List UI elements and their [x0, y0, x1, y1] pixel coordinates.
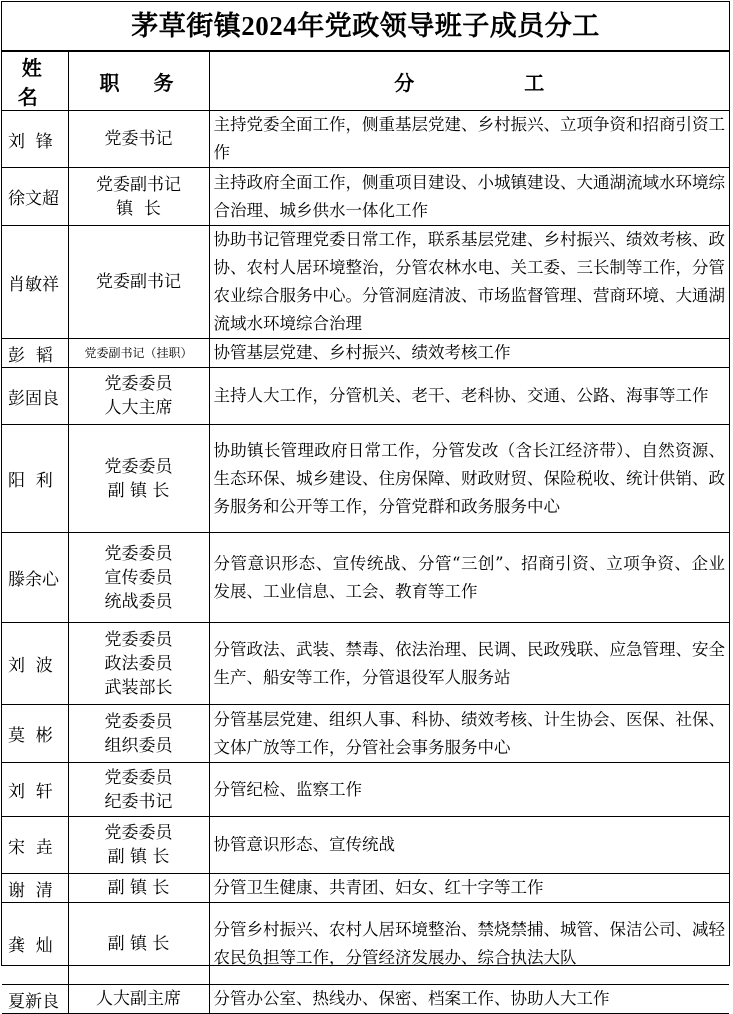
member-position: 人大副主席 [68, 985, 209, 1014]
member-position: 党委委员 人大主席 [68, 368, 209, 425]
member-name: 龚 灿 [2, 903, 68, 985]
table-row [2, 763, 729, 817]
member-position: 党委委员 组织委员 [68, 705, 209, 763]
member-duties: 协管意识形态、宣传统战 [209, 817, 729, 874]
header-name: 姓名 [2, 52, 68, 111]
member-name: 谢 清 [2, 874, 68, 903]
member-position: 副 镇 长 [68, 903, 209, 985]
member-duties: 分管意识形态、宣传统战、分管“三创”、招商引资、立项争资、企业发展、工业信息、工会、教育等工作 [209, 533, 729, 623]
member-duties: 主持政府全面工作，侧重项目建设、小城镇建设、大通湖流域水环境综合治理、城乡供水一体化工作 [209, 168, 729, 226]
table-row [2, 903, 729, 985]
assignment-table [2, 51, 729, 1014]
member-name: 彭固良 [2, 368, 68, 425]
table-row [2, 339, 729, 368]
member-duties: 协助书记管理党委日常工作，联系基层党建、乡村振兴、绩效考核、政协、农村人居环境整治，分管农林水电、关工委、三长制等工作，分管农业综合服务中心。分管洞庭清波、市场监督管理、营商环境、大通湖流域水环境综合治理 [209, 226, 729, 339]
header-position: 职务 [68, 52, 209, 111]
member-position: 党委书记 [68, 111, 209, 168]
member-name: 刘 波 [2, 623, 68, 705]
table-row [2, 368, 729, 425]
table-row [2, 226, 729, 339]
member-name: 滕余心 [2, 533, 68, 623]
member-position: 党委委员 副 镇 长 [68, 817, 209, 874]
assignment-sheet [1, 1, 730, 1012]
member-position: 党委副书记 镇 长 [68, 168, 209, 226]
member-duties: 主持党委全面工作，侧重基层党建、乡村振兴、立项争资和招商引资工作 [209, 111, 729, 168]
member-duties: 分管政法、武装、禁毒、依法治理、民调、民政残联、应急管理、安全生产、船安等工作，分管退役军人服务站 [209, 623, 729, 705]
member-name: 莫 彬 [2, 705, 68, 763]
member-position: 党委副书记 [68, 226, 209, 339]
table-row [2, 425, 729, 533]
member-position: 党委委员 纪委书记 [68, 763, 209, 817]
member-duties: 协管基层党建、乡村振兴、绩效考核工作 [209, 339, 729, 368]
table-row [2, 533, 729, 623]
member-position: 党委委员 副 镇 长 [68, 425, 209, 533]
member-duties: 分管办公室、热线办、保密、档案工作、协助人大工作 [209, 985, 729, 1014]
member-duties: 分管乡村振兴、农村人居环境整治、禁烧禁捕、城管、保洁公司、减轻农民负担等工作，分管经济发展办、综合执法大队 [209, 903, 729, 985]
member-duties: 分管基层党建、组织人事、科协、绩效考核、计生协会、医保、社保、文体广放等工作，分管社会事务服务中心 [209, 705, 729, 763]
table-row [2, 168, 729, 226]
member-position: 副 镇 长 [68, 874, 209, 903]
header-duties: 分工 [209, 52, 729, 111]
member-duties: 分管纪检、监察工作 [209, 763, 729, 817]
member-name: 宋 垚 [2, 817, 68, 874]
table-row [2, 111, 729, 168]
member-duties: 协助镇长管理政府日常工作，分管发改（含长江经济带）、自然资源、生态环保、城乡建设、住房保障、财政财贸、保险税收、统计供销、政务服务和公开等工作，分管党群和政务服务中心 [209, 425, 729, 533]
header-row [2, 52, 729, 111]
table-row [2, 985, 729, 1014]
member-name: 刘 锋 [2, 111, 68, 168]
member-name: 徐文超 [2, 168, 68, 226]
table-row [2, 623, 729, 705]
member-name: 彭 韬 [2, 339, 68, 368]
table-row [2, 705, 729, 763]
member-name: 夏新良 [2, 985, 68, 1014]
member-name: 阳 利 [2, 425, 68, 533]
table-row [2, 817, 729, 874]
member-duties: 主持人大工作，分管机关、老干、老科协、交通、公路、海事等工作 [209, 368, 729, 425]
document-title: 茅草街镇2024年党政领导班子成员分工 [2, 2, 729, 51]
member-name: 肖敏祥 [2, 226, 68, 339]
member-position: 党委委员 宣传委员 统战委员 [68, 533, 209, 623]
member-name: 刘 轩 [2, 763, 68, 817]
member-duties: 分管卫生健康、共青团、妇女、红十字等工作 [209, 874, 729, 903]
member-position: 党委委员 政法委员 武装部长 [68, 623, 209, 705]
member-position: 党委副书记（挂职） [68, 339, 209, 368]
table-row [2, 874, 729, 903]
